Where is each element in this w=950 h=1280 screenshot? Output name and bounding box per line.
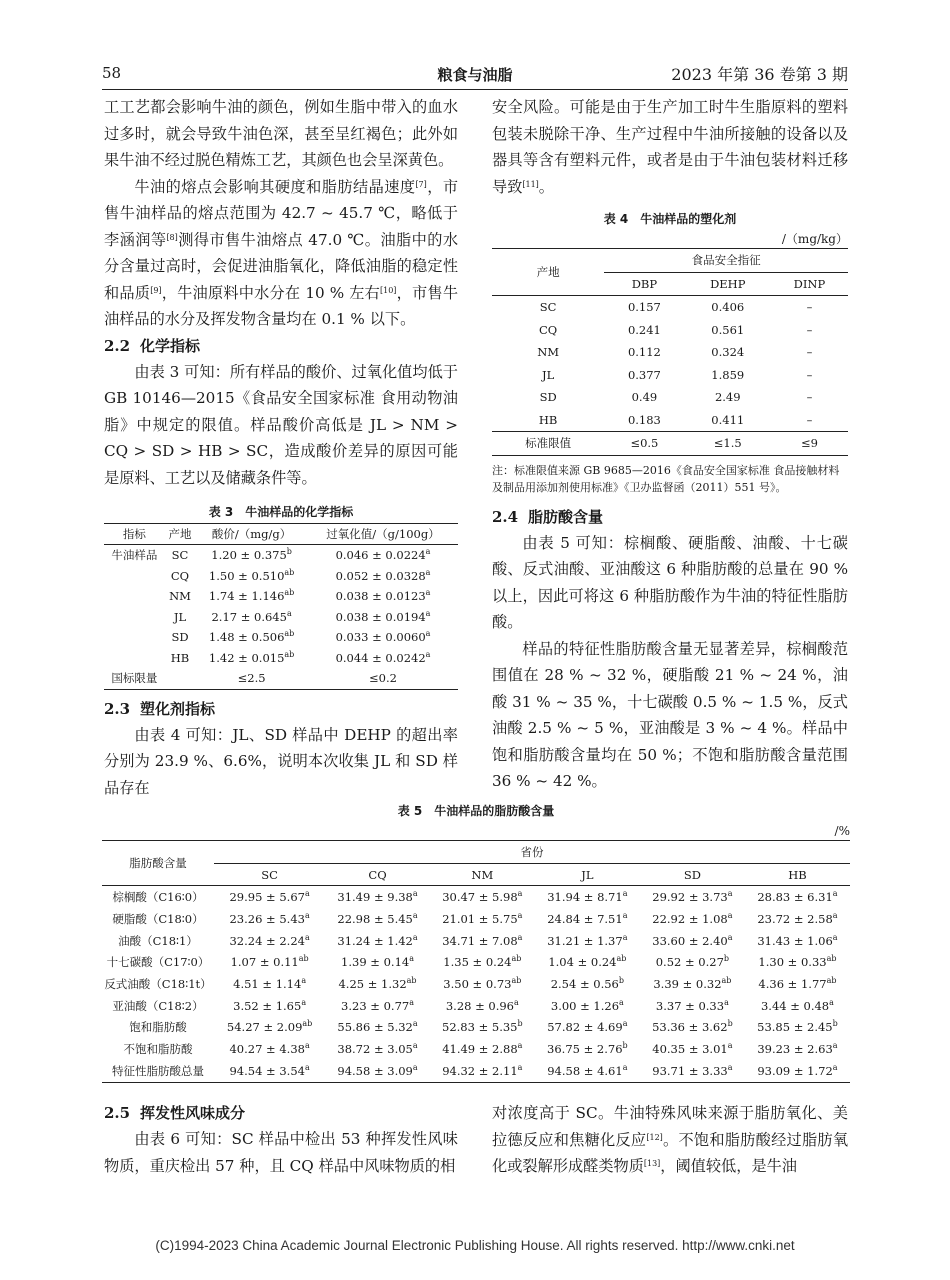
value-cell: 1.39 ± 0.14$^a$ [341, 954, 414, 970]
value-cell: 55.86 ± 5.32$^a$ [337, 1019, 418, 1035]
value-cell: 32.24 ± 2.24$^a$ [229, 932, 310, 948]
fatty-acid-name-cell: 饱和脂肪酸 [129, 1020, 187, 1035]
value-cell: 0.406 [711, 300, 745, 315]
value-cell: 21.01 ± 5.75$^a$ [442, 910, 523, 926]
page-number: 58 [102, 64, 122, 82]
table-row [492, 341, 848, 364]
table4-caption: 表 4 牛油样品的塑化剂 [603, 212, 737, 226]
origin-cell: NM [169, 589, 191, 604]
fatty-acid-name-cell: 反式油酸（C18∶1t） [104, 976, 212, 991]
value-cell: 57.82 ± 4.69$^a$ [547, 1019, 628, 1035]
limit-label-cell: 国标限量 [111, 671, 158, 686]
limit-acid-cell: ≤2.5 [237, 671, 266, 686]
value-cell: 31.43 ± 1.06$^a$ [757, 932, 838, 948]
journal-title: 粮食与油脂 [437, 66, 513, 84]
table-row [104, 648, 458, 669]
peroxide-value-cell: 0.038 ± 0.0123$^a$ [335, 588, 431, 604]
value-cell: 94.32 ± 2.11$^a$ [442, 1062, 523, 1078]
value-cell: 0.52 ± 0.27$^b$ [655, 954, 730, 970]
table3-caption: 表 3 牛油样品的化学指标 [208, 505, 354, 519]
fatty-acid-name-cell: 硬脂酸（C18∶0） [112, 911, 204, 926]
value-cell: 94.58 ± 4.61$^a$ [547, 1062, 628, 1078]
value-cell: 40.27 ± 4.38$^a$ [229, 1041, 310, 1057]
value-cell: 28.83 ± 6.31$^a$ [757, 889, 838, 905]
bottom-left [104, 1100, 458, 1179]
value-cell: 94.54 ± 3.54$^a$ [229, 1062, 310, 1078]
limit-value-cell: ≤1.5 [685, 432, 771, 456]
value-cell: 94.58 ± 3.09$^a$ [337, 1062, 418, 1078]
value-cell: 1.30 ± 0.33$^{ab}$ [758, 954, 837, 970]
indicator-cell [104, 648, 165, 669]
paragraph: 由表 5 可知：棕榈酸、硬脂酸、油酸、十七碳酸、反式油酸、亚油酸这 6 种脂肪酸的总量在 90 % 以上，因此可将这 6 种脂肪酸作为牛油的特征性脂肪酸。 [492, 533, 848, 631]
value-cell: 3.39 ± 0.32$^{ab}$ [653, 975, 732, 991]
acid-value-cell: 1.50 ± 0.510$^{ab}$ [208, 567, 295, 583]
table-row [102, 1038, 850, 1060]
table-row [102, 908, 850, 930]
origin-cell: HB [538, 412, 558, 427]
value-cell: 29.95 ± 5.67$^a$ [229, 889, 310, 905]
value-cell: 31.94 ± 8.71$^a$ [547, 889, 628, 905]
acid-value-cell: 1.42 ± 0.015$^{ab}$ [208, 649, 295, 665]
value-cell: 1.07 ± 0.11$^{ab}$ [230, 954, 309, 970]
table-row [102, 973, 850, 995]
origin-cell: NM [537, 345, 560, 360]
origin-cell: JL [541, 367, 555, 382]
value-cell: 39.23 ± 2.63$^a$ [757, 1041, 838, 1057]
peroxide-value-cell: 0.033 ± 0.0060$^a$ [335, 629, 431, 645]
value-cell: 23.72 ± 2.58$^a$ [757, 910, 838, 926]
value-cell: 22.92 ± 1.08$^a$ [652, 910, 733, 926]
value-cell: 22.98 ± 5.45$^a$ [337, 910, 418, 926]
acid-value-cell: 1.20 ± 0.375$^b$ [211, 547, 292, 563]
acid-value-cell: 1.74 ± 1.146$^{ab}$ [208, 588, 295, 604]
value-cell: 0.241 [627, 322, 661, 337]
value-cell: – [806, 300, 813, 315]
copyright-footer: (C)1994-2023 China Academic Journal Electronic Publishing House. All rights reserved. http://www.cnki.net [155, 1238, 795, 1253]
value-cell: 3.23 ± 0.77$^a$ [341, 997, 414, 1013]
table-row [102, 886, 850, 908]
table-row [492, 296, 848, 319]
page-header [102, 60, 848, 86]
value-cell: 2.49 [714, 390, 741, 405]
table-row [492, 319, 848, 342]
value-cell: 0.49 [631, 390, 658, 405]
header-rule [102, 89, 848, 90]
origin-cell: JL [173, 609, 187, 624]
value-cell: 53.85 ± 2.45$^b$ [757, 1019, 838, 1035]
value-cell: 4.36 ± 1.77$^{ab}$ [758, 975, 837, 991]
table-row [104, 668, 458, 689]
province-header: CQ [325, 863, 430, 886]
section-heading: 2.5 挥发性风味成分 [104, 1104, 246, 1122]
value-cell: 0.411 [711, 412, 745, 427]
indicator-cell [104, 586, 165, 607]
value-cell: – [806, 345, 813, 360]
peroxide-value-cell: 0.046 ± 0.0224$^a$ [335, 547, 431, 563]
table-row [492, 432, 848, 456]
peroxide-value-cell: 0.038 ± 0.0194$^a$ [335, 608, 431, 624]
origin-cell: SD [539, 390, 557, 405]
indicator-cell [104, 566, 165, 587]
origin-cell: CQ [539, 322, 558, 337]
table4-note: 注：标准限值来源 GB 9685—2016《食品安全国家标准 食品接触材料及制品用添加剂使用标准》《卫办监督函（2011）551 号》。 [492, 463, 840, 494]
value-cell: 40.35 ± 3.01$^a$ [652, 1041, 733, 1057]
value-cell: 29.92 ± 3.73$^a$ [652, 889, 733, 905]
section-heading: 2.2 化学指标 [104, 336, 201, 355]
limit-value-cell: ≤9 [771, 432, 848, 456]
limit-label-cell: 标准限值 [492, 432, 604, 456]
value-cell: 30.47 ± 5.98$^a$ [442, 889, 523, 905]
value-cell: 34.71 ± 7.08$^a$ [442, 932, 523, 948]
value-cell: 52.83 ± 5.35$^b$ [442, 1019, 523, 1035]
peroxide-value-cell: 0.044 ± 0.0242$^a$ [335, 649, 431, 665]
right-column [492, 94, 848, 795]
paragraph: 工工艺都会影响牛油的颜色，例如生脂中带入的血水过多时，就会导致牛油色深，甚至呈红褐色；此外如果牛油不经过脱色精炼工艺，其颜色也会呈深黄色。 [104, 98, 458, 169]
paragraph: 对浓度高于 SC。牛油特殊风味来源于脂肪氧化、美拉德反应和焦糖化反应[12]。不饱和脂肪酸经过脂肪氧化或裂解形成醛类物质[13]，阈值较低，是牛油 [492, 1104, 849, 1175]
indicator-cell [104, 627, 165, 648]
limit-value-cell: ≤0.5 [604, 432, 684, 456]
value-cell: 53.36 ± 3.62$^b$ [652, 1019, 733, 1035]
province-header: SC [214, 863, 325, 886]
value-cell: 3.50 ± 0.73$^{ab}$ [443, 975, 522, 991]
value-cell: – [806, 367, 813, 382]
value-cell: 0.183 [627, 412, 661, 427]
value-cell: 41.49 ± 2.88$^a$ [442, 1041, 523, 1057]
value-cell: 31.49 ± 9.38$^a$ [337, 889, 418, 905]
table-row [492, 409, 848, 432]
fatty-acid-name-cell: 油酸（C18∶1） [118, 933, 198, 948]
table-row [104, 627, 458, 648]
value-cell: 54.27 ± 2.09$^{ab}$ [226, 1019, 313, 1035]
limit-peroxide-cell: ≤0.2 [369, 671, 397, 686]
origin-cell: SC [539, 300, 557, 315]
table-row [492, 386, 848, 409]
value-cell: 3.37 ± 0.33$^a$ [655, 997, 729, 1013]
value-cell: 2.54 ± 0.56$^b$ [550, 975, 624, 991]
table-row [104, 607, 458, 628]
value-cell: 3.52 ± 1.65$^a$ [233, 997, 307, 1013]
value-cell: 23.26 ± 5.43$^a$ [229, 910, 310, 926]
table4-unit: /（mg/kg） [781, 232, 848, 246]
table-row [492, 364, 848, 387]
empty-cell [165, 668, 195, 689]
table-row [104, 545, 458, 566]
province-header: NM [430, 863, 535, 886]
fatty-acid-name-cell: 亚油酸（C18∶2） [112, 998, 204, 1013]
bottom-right [492, 1100, 848, 1180]
value-cell: 3.28 ± 0.96$^a$ [445, 997, 519, 1013]
value-cell: 93.09 ± 1.72$^a$ [757, 1062, 838, 1078]
indicator-cell [104, 607, 165, 628]
value-cell: 0.157 [627, 300, 661, 315]
acid-value-cell: 2.17 ± 0.645$^a$ [211, 608, 292, 624]
origin-cell: CQ [170, 568, 190, 583]
value-cell: 0.561 [711, 322, 745, 337]
table5-unit: /% [834, 824, 850, 838]
indicator-cell: 牛油样品 [111, 548, 158, 563]
table-row [104, 586, 458, 607]
table3: 指标 产地 酸价/（mg/g） 过氧化值/（g/100g） 牛油样品 SC 1.20 ± 0.375$^b$ 0.046 ± 0.0224$^a$ CQ 1.50 ± 0.510$^{ab}$ 0.052 ± 0.0328$^a$ NM 1.74 ± 1.146$^{ab}$ 0.038 ± 0.0123$^a$ JL 2.17 ± 0.645$^a$ 0.038 ± 0.0194$^a$ SD 1.48 ± 0.506$^{ab}$ 0.033 ± 0.0060$^a$ HB 1.42 ± 0.015$^{ab}$ 0.044 ± 0.0242$^a$ 国标限量 ≤2.5 ≤0.2 [104, 523, 458, 690]
value-cell: – [806, 390, 813, 405]
value-cell: 33.60 ± 2.40$^a$ [652, 932, 733, 948]
paragraph: 牛油的熔点会影响其硬度和脂肪结晶速度[7]，市售牛油样品的熔点范围为 42.7 ~ 45.7 ℃，略低于李涵润等[8]测得市售牛油熔点 47.0 ℃。油脂中的水分含量过高时，会促进油脂氧化，降低油脂的稳定性和品质[9]，牛油原料中水分在 10 % 左右[10]，市售牛油样品的水分及挥发物含量均在 0.1 % 以下。 [104, 177, 459, 328]
value-cell: 0.324 [711, 345, 745, 360]
acid-value-cell: 1.48 ± 0.506$^{ab}$ [208, 629, 295, 645]
value-cell: 93.71 ± 3.33$^a$ [652, 1062, 733, 1078]
value-cell: 24.84 ± 7.51$^a$ [547, 910, 628, 926]
section-heading: 2.4 脂肪酸含量 [492, 507, 604, 526]
value-cell: 0.377 [627, 367, 661, 382]
table-row [102, 1017, 850, 1039]
province-header: SD [640, 863, 745, 886]
value-cell: 4.25 ± 1.32$^{ab}$ [338, 975, 417, 991]
fatty-acid-name-cell: 棕榈酸（C16∶0） [112, 890, 204, 905]
left-column [104, 94, 458, 801]
value-cell: 3.44 ± 0.48$^a$ [760, 997, 834, 1013]
table5-block [102, 800, 850, 1083]
value-cell: 31.24 ± 1.42$^a$ [337, 932, 418, 948]
paragraph: 样品的特征性脂肪酸含量无显著差异，棕榈酸范围值在 28 % ~ 32 %，硬脂酸 21 % ~ 24 %，油酸 31 % ~ 35 %，十七碳酸 0.5 % ~ 1.5 %，反式油酸 2.5 % ~ 5 %，亚油酸是 3 % ~ 4 %。样品中饱和脂肪酸含量均在 50 %；不饱和脂肪酸含量范围 36 % ~ 42 %。 [492, 639, 848, 790]
paragraph: 由表 3 可知：所有样品的酸价、过氧化值均低于 GB 10146—2015《食品安全国家标准 食用动物油脂》中规定的限值。样品酸价高低是 JL > NM > CQ > SD > HB > SC，造成酸价差异的原因可能是原料、工艺以及储藏条件等。 [104, 362, 458, 487]
issue-info: 2023 年第 36 卷第 3 期 [671, 65, 848, 84]
value-cell: – [806, 322, 813, 337]
fatty-acid-name-cell: 不饱和脂肪酸 [123, 1042, 193, 1057]
value-cell: 1.04 ± 0.24$^{ab}$ [548, 954, 627, 970]
province-header: HB [745, 863, 850, 886]
origin-cell: SC [171, 548, 189, 563]
table5: 脂肪酸含量 省份 SC CQ NM JL SD HB 棕榈酸（C16∶0） 29.95 ± 5.67$^a$ 31.49 ± 9.38$^a$ 30.47 ± 5.98$^a$ 31.94 ± 8.71$^a$ 29.92 ± 3.73$^a$ 28.83 ± 6.31$^a$ 硬脂酸（C18∶0） 23.26 ± 5.43$^a$ 22.98 ± 5.45$^a$ 21.01 ± 5.75$^a$ 24.84 ± 7.51$^a$ 22.92 ± 1.08$^a$ 23.72 ± 2.58$^a$ 油酸（C18∶1） 32.24 ± 2.24$^a$ 31.24 ± 1.42$^a$ 34.71 ± 7.08$^a$ 31.21 ± 1.37$^a$ 33.60 ± 2.40$^a$ 31.43 ± 1.06$^a$ 十七碳酸（C17∶0） 1.07 ± 0.11$^{ab}$ 1.39 ± 0.14$^a$ 1.35 ± 0.24$^{ab}$ 1.04 ± 0.24$^{ab}$ 0.52 ± 0.27$^b$ 1.30 ± 0.33$^{ab}$ 反式油酸（C18∶1t） 4.51 ± 1.14$^a$ 4.25 ± 1.32$^{ab}$ 3.50 ± 0.73$^{ab}$ 2.54 ± 0.56$^b$ 3.39 ± 0.32$^{ab}$ 4.36 ± 1.77$^{ab}$ 亚油酸（C18∶2） 3.52 ± 1.65$^a$ 3.23 ± 0.77$^a$ 3.28 ± 0.96$^a$ 3.00 ± 1.26$^a$ 3.37 ± 0.33$^a$ 3.44 ± 0.48$^a$ 饱和脂肪酸 54.27 ± 2.09$^{ab}$ 55.86 ± 5.32$^a$ 52.83 ± 5.35$^b$ 57.82 ± 4.69$^a$ 53.36 ± 3.62$^b$ 53.85 ± 2.45$^b$ 不饱和脂肪酸 40.27 ± 4.38$^a$ 38.72 ± 3.05$^a$ 41.49 ± 2.88$^a$ 36.75 ± 2.76$^b$ 40.35 ± 3.01$^a$ 39.23 ± 2.63$^a$ 特征性脂肪酸总量 94.54 ± 3.54$^a$ 94.58 ± 3.09$^a$ 94.32 ± 2.11$^a$ 94.58 ± 4.61$^a$ 93.71 ± 3.33$^a$ 93.09 ± 1.72$^a$ [102, 840, 850, 1083]
table-row [102, 995, 850, 1017]
value-cell: 1.35 ± 0.24$^{ab}$ [443, 954, 522, 970]
value-cell: 1.859 [711, 367, 745, 382]
province-header: JL [535, 863, 640, 886]
table5-caption: 表 5 牛油样品的脂肪酸含量 [397, 804, 555, 818]
table-row [104, 566, 458, 587]
value-cell: 4.51 ± 1.14$^a$ [233, 975, 307, 991]
peroxide-value-cell: 0.052 ± 0.0328$^a$ [335, 567, 431, 583]
value-cell: 36.75 ± 2.76$^b$ [547, 1041, 628, 1057]
paragraph: 由表 6 可知：SC 样品中检出 53 种挥发性风味物质，重庆检出 57 种，且 CQ 样品中风味物质的相 [104, 1130, 458, 1175]
table-row [102, 1060, 850, 1082]
value-cell: 3.00 ± 1.26$^a$ [550, 997, 624, 1013]
value-cell: – [806, 412, 813, 427]
value-cell: 38.72 ± 3.05$^a$ [337, 1041, 418, 1057]
table-row [102, 930, 850, 952]
table4: 产地 食品安全指征 DBP DEHP DINP SC 0.157 0.406 – CQ 0.241 0.561 – NM 0.112 0.324 – JL 0.377 1.859 – SD 0.49 2.49 – HB 0.183 0.411 – 标准限值 ≤0.5 ≤1.5 ≤9 [492, 248, 848, 456]
fatty-acid-name-cell: 十七碳酸（C17∶0） [106, 955, 210, 970]
value-cell: 31.21 ± 1.37$^a$ [547, 932, 628, 948]
paragraph: 安全风险。可能是由于生产加工时牛生脂原料的塑料包装未脱除干净、生产过程中牛油所接触的设备以及器具等含有塑料元件，或者是由于牛油包装材料迁移导致[11]。 [492, 98, 848, 196]
origin-cell: HB [170, 650, 190, 665]
fatty-acid-name-cell: 特征性脂肪酸总量 [112, 1063, 204, 1078]
section-heading: 2.3 塑化剂指标 [104, 699, 216, 718]
paragraph: 由表 4 可知：JL、SD 样品中 DEHP 的超出率分别为 23.9 %、6.6%，说明本次收集 JL 和 SD 样品存在 [104, 725, 458, 797]
table-row [102, 951, 850, 973]
value-cell: 0.112 [627, 345, 661, 360]
origin-cell: SD [171, 630, 189, 645]
